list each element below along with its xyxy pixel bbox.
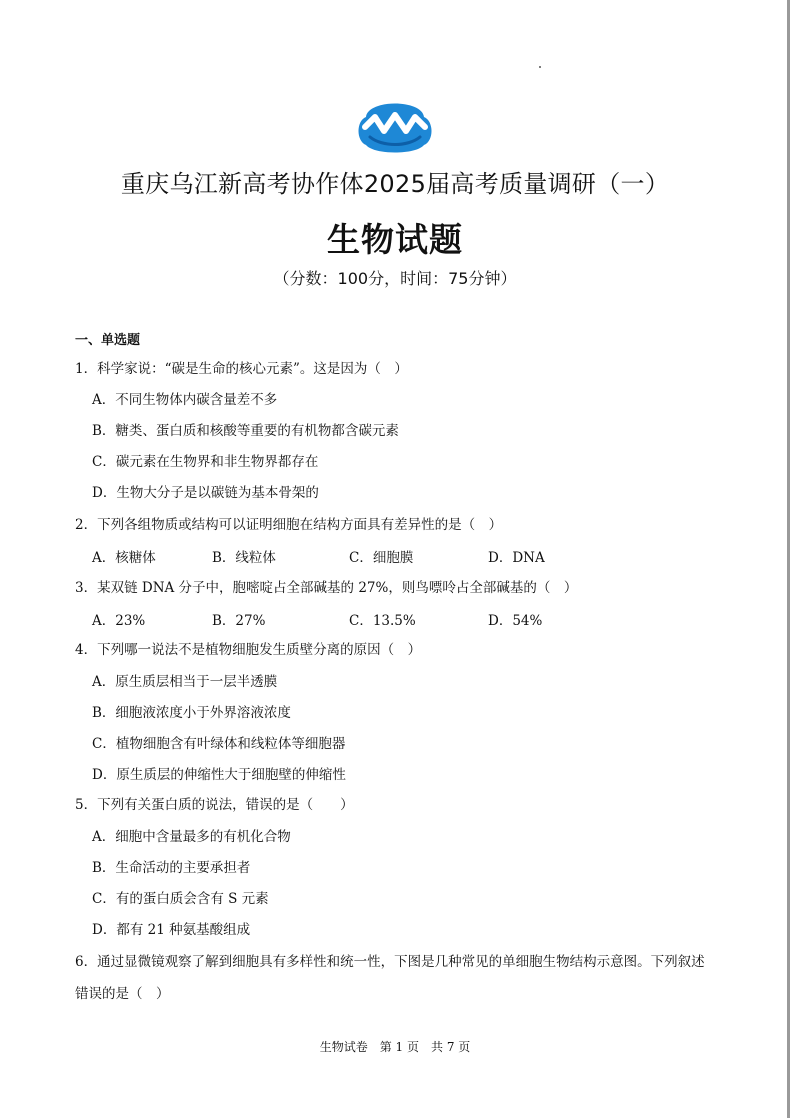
question-stem: 4．下列哪一说法不是植物细胞发生质壁分离的原因（ ） (75, 642, 422, 658)
section-heading: 一、单选题 (75, 333, 141, 348)
question-stem: 5．下列有关蛋白质的说法，错误的是（ ） (75, 797, 354, 813)
school-logo-icon (356, 97, 434, 155)
option-b: B．细胞液浓度小于外界溶液浓度 (92, 705, 291, 721)
option-c: C．13.5% (349, 613, 416, 629)
question-stem: 2．下列各组物质或结构可以证明细胞在结构方面具有差异性的是（ ） (75, 517, 503, 533)
score-time-info: （分数：100分，时间：75分钟） (273, 269, 517, 288)
option-b: B．27% (212, 613, 266, 629)
option-d: D．DNA (488, 550, 545, 566)
option-a: A．细胞中含量最多的有机化合物 (92, 829, 291, 845)
subject-title: 生物试题 (327, 220, 463, 259)
option-a: A．原生质层相当于一层半透膜 (92, 674, 278, 690)
option-a: A．23% (92, 613, 146, 629)
option-d: D．生物大分子是以碳链为基本骨架的 (92, 485, 319, 501)
exam-series-title: 重庆乌江新高考协作体2025届高考质量调研（一） (120, 170, 670, 198)
question-stem: 6．通过显微镜观察了解到细胞具有多样性和统一性，下图是几种常见的单细胞生物结构示意图。下列叙述 (75, 954, 705, 970)
option-b: B．生命活动的主要承担者 (92, 860, 251, 876)
option-d: D．54% (488, 613, 543, 629)
option-a: A．核糖体 (92, 550, 156, 566)
option-c: C．植物细胞含有叶绿体和线粒体等细胞器 (92, 736, 346, 752)
option-b: B．糖类、蛋白质和核酸等重要的有机物都含碳元素 (92, 423, 399, 439)
option-c: C．细胞膜 (349, 550, 414, 566)
option-c: C．碳元素在生物界和非生物界都存在 (92, 454, 319, 470)
option-d: D．都有 21 种氨基酸组成 (92, 922, 251, 938)
question-stem-continued: 错误的是（ ） (75, 986, 170, 1002)
option-c: C．有的蛋白质会含有 S 元素 (92, 891, 269, 907)
page-footer: 生物试卷 第 1 页 共 7 页 (319, 1040, 471, 1054)
option-a: A．不同生物体内碳含量差不多 (92, 392, 278, 408)
question-stem: 1．科学家说：“碳是生命的核心元素”。这是因为（ ） (75, 361, 408, 377)
scan-speck (539, 66, 541, 68)
option-d: D．原生质层的伸缩性大于细胞壁的伸缩性 (92, 767, 346, 783)
question-stem: 3．某双链 DNA 分子中，胞嘧啶占全部碱基的 27%，则鸟嘌呤占全部碱基的（ ） (75, 580, 578, 596)
option-b: B．线粒体 (212, 550, 276, 566)
